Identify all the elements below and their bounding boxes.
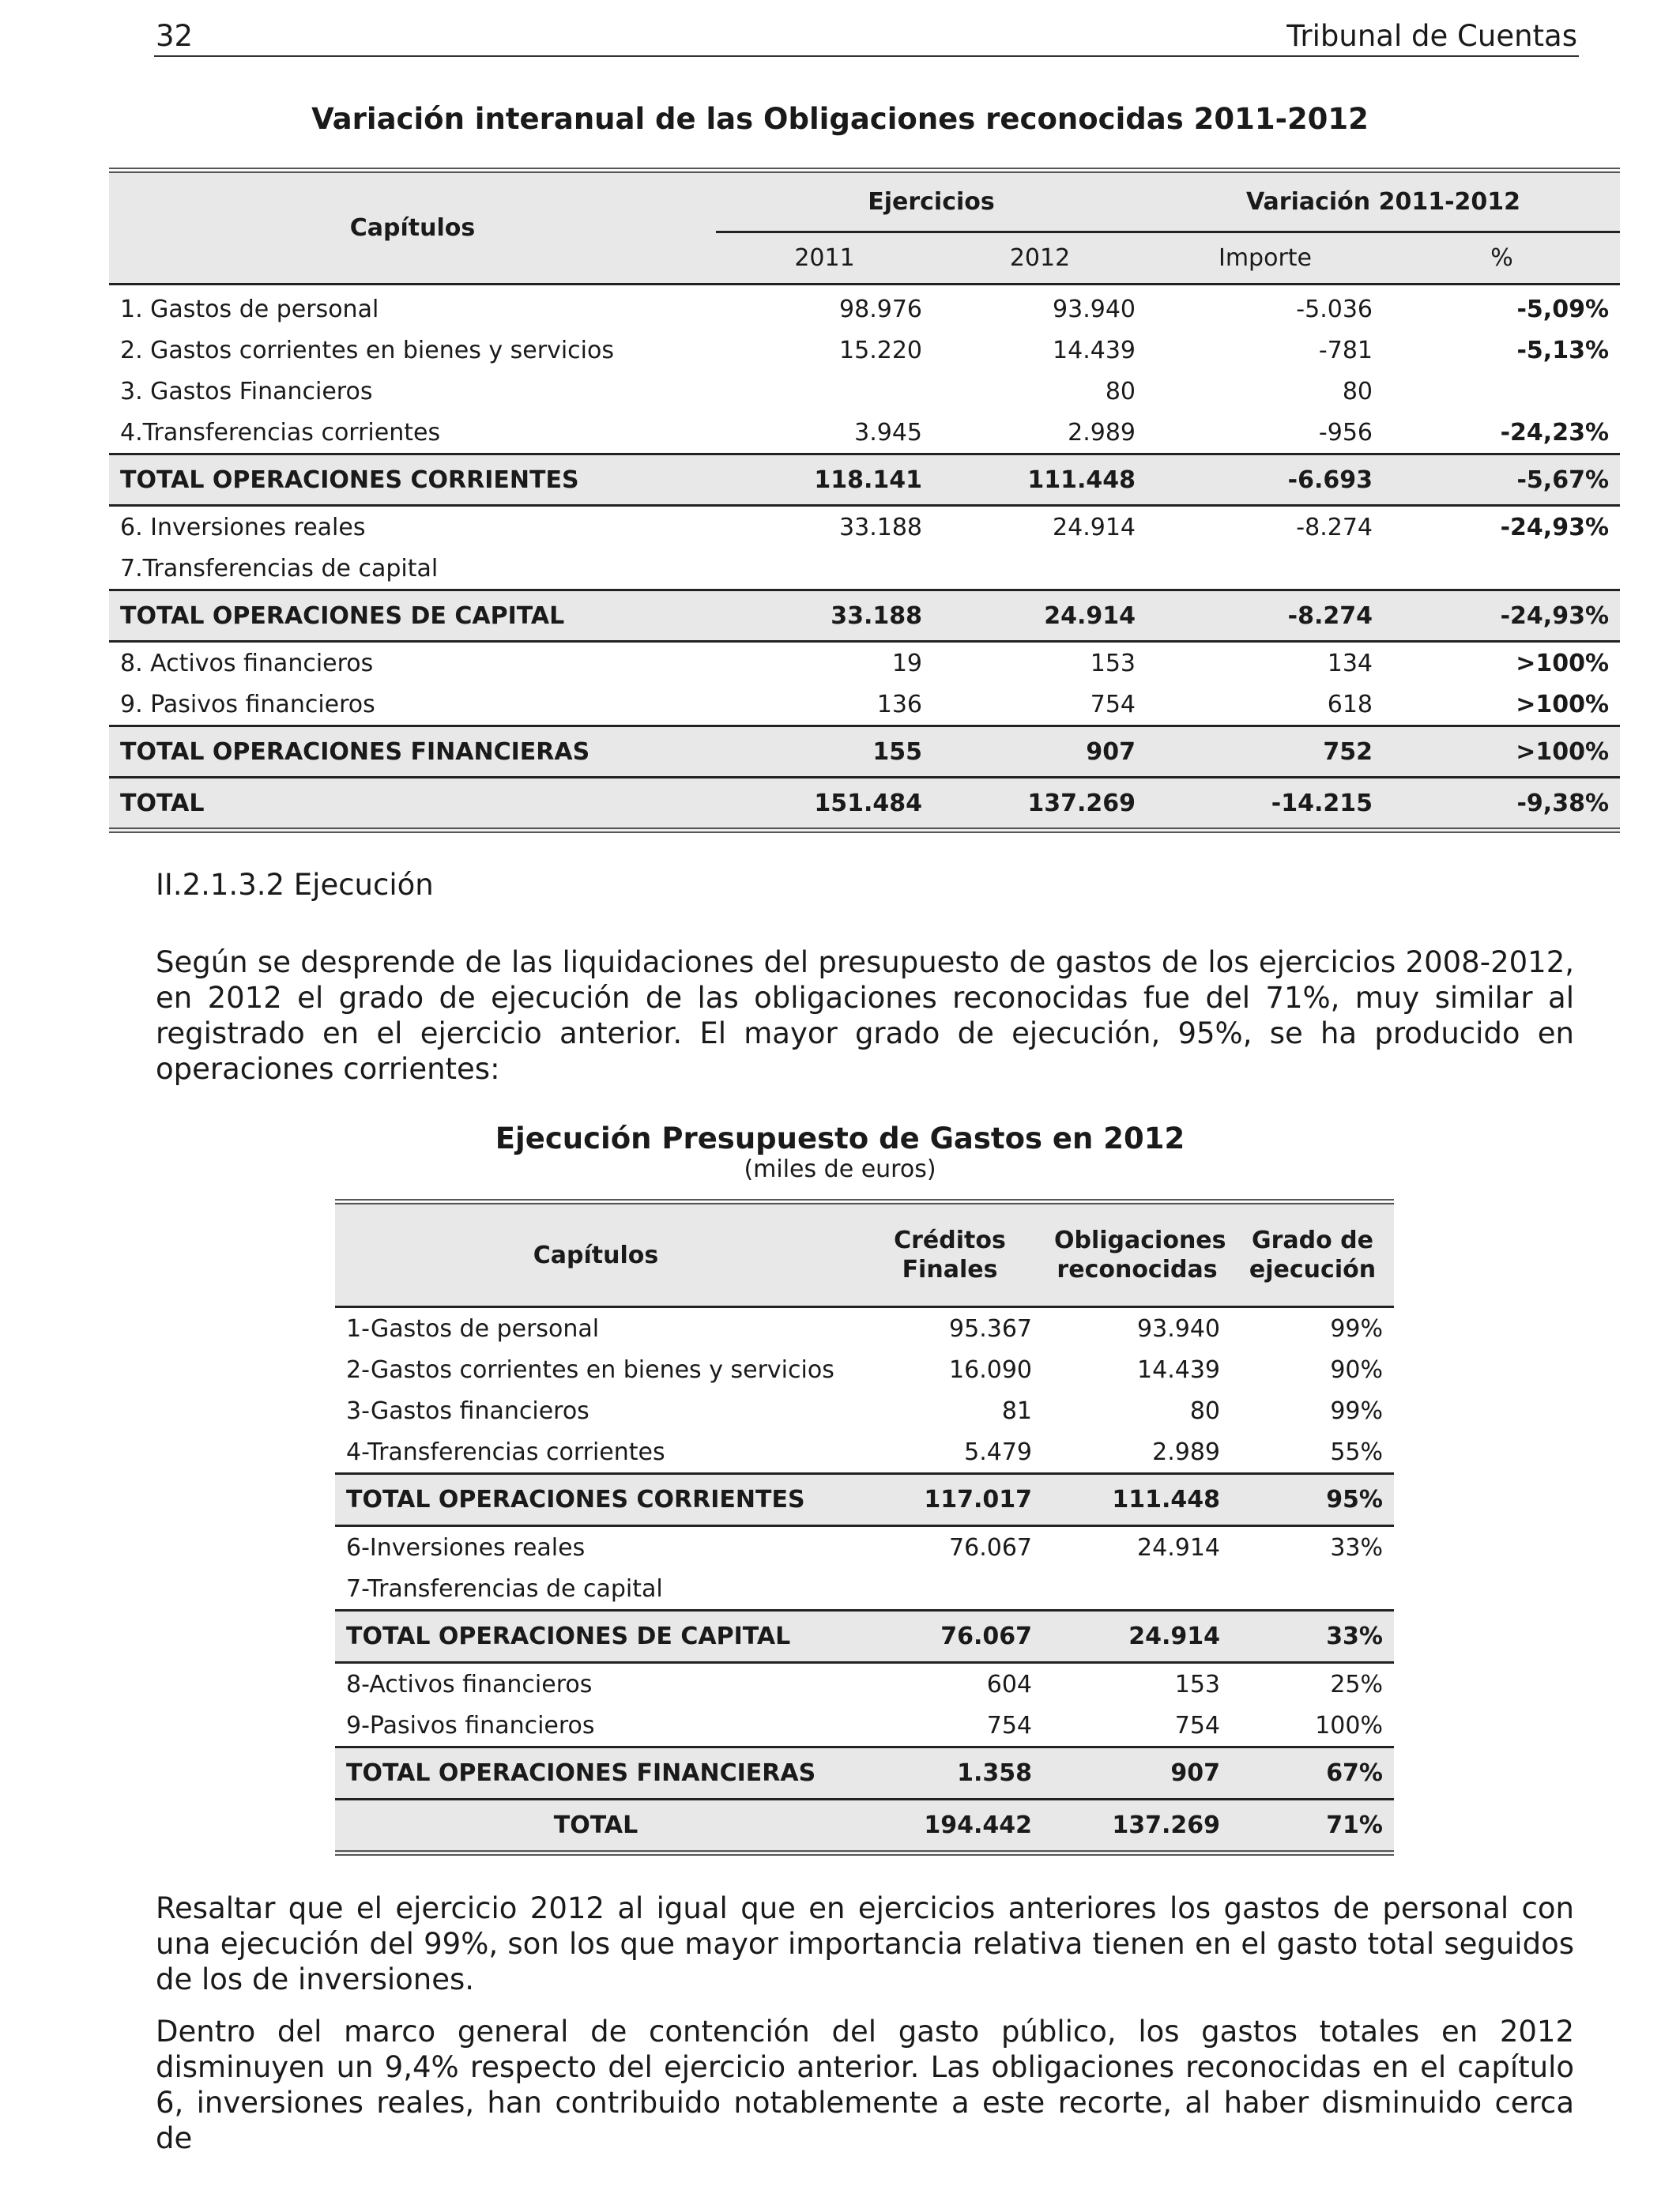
table-row bbox=[335, 1705, 1394, 1747]
value-2012: 754 bbox=[1090, 690, 1136, 718]
value-2011 bbox=[716, 548, 933, 590]
table-row bbox=[335, 1307, 1394, 1350]
table-row bbox=[335, 1349, 1394, 1390]
t1-header-pct: % bbox=[1384, 232, 1620, 285]
value-2011: 3.945 bbox=[854, 418, 922, 447]
total-row bbox=[109, 590, 1620, 642]
value-grado: 25% bbox=[1330, 1670, 1383, 1698]
value-2011: 98.976 bbox=[839, 295, 922, 323]
value-creditos: 76.067 bbox=[857, 1611, 1043, 1663]
value-creditos: 81 bbox=[1001, 1397, 1032, 1425]
value-creditos: 5.479 bbox=[964, 1438, 1032, 1466]
table2-subtitle: (miles de euros) bbox=[744, 1155, 936, 1183]
value-2011: 151.484 bbox=[716, 778, 933, 831]
section-heading: II.2.1.3.2 Ejecución bbox=[156, 868, 434, 902]
row-label: 4.Transferencias corrientes bbox=[120, 418, 441, 447]
value-creditos: 16.090 bbox=[949, 1355, 1032, 1384]
page-number: 32 bbox=[156, 19, 194, 53]
value-2012: 111.448 bbox=[933, 454, 1147, 506]
row-label: 3-Gastos financieros bbox=[346, 1397, 590, 1425]
table-row bbox=[109, 642, 1620, 684]
row-label: TOTAL OPERACIONES FINANCIERAS bbox=[109, 726, 716, 778]
value-grado: 99% bbox=[1330, 1397, 1383, 1425]
value-2011: 136 bbox=[876, 690, 922, 718]
t1-header-capitulos: Capítulos bbox=[109, 171, 716, 285]
row-label: TOTAL OPERACIONES DE CAPITAL bbox=[335, 1611, 857, 1663]
value-creditos: 117.017 bbox=[857, 1474, 1043, 1526]
t1-header-2011: 2011 bbox=[716, 232, 933, 285]
value-pct: >100% bbox=[1516, 690, 1610, 718]
total-row bbox=[335, 1747, 1394, 1800]
value-pct: -5,09% bbox=[1516, 295, 1610, 323]
grand-total-row bbox=[335, 1800, 1394, 1853]
value-pct: -5,13% bbox=[1516, 336, 1610, 364]
row-label: 8. Activos financieros bbox=[120, 649, 374, 677]
table-row bbox=[335, 1568, 1394, 1611]
total-row bbox=[109, 726, 1620, 778]
value-importe: 618 bbox=[1327, 690, 1373, 718]
row-label: 6-Inversiones reales bbox=[346, 1533, 586, 1562]
value-obligaciones bbox=[1043, 1568, 1231, 1611]
t1-header-variacion: Variación 2011-2012 bbox=[1147, 171, 1620, 232]
value-creditos: 604 bbox=[986, 1670, 1032, 1698]
value-2012: 80 bbox=[1105, 377, 1136, 405]
value-creditos: 95.367 bbox=[949, 1314, 1032, 1343]
t1-header-2012: 2012 bbox=[933, 232, 1147, 285]
value-obligaciones: 2.989 bbox=[1152, 1438, 1220, 1466]
page-header bbox=[154, 17, 1579, 57]
value-2012: 2.989 bbox=[1068, 418, 1136, 447]
table-row bbox=[109, 412, 1620, 454]
value-obligaciones: 111.448 bbox=[1043, 1474, 1231, 1526]
table-row bbox=[335, 1663, 1394, 1706]
value-2011: 19 bbox=[891, 649, 922, 677]
value-grado: 33% bbox=[1330, 1533, 1383, 1562]
total-row bbox=[335, 1474, 1394, 1526]
row-label: 7-Transferencias de capital bbox=[346, 1574, 663, 1603]
value-importe: -8.274 bbox=[1147, 590, 1384, 642]
table-row bbox=[109, 548, 1620, 590]
value-2012: 907 bbox=[933, 726, 1147, 778]
row-label: TOTAL OPERACIONES CORRIENTES bbox=[335, 1474, 857, 1526]
row-label: 7.Transferencias de capital bbox=[120, 554, 439, 582]
value-pct bbox=[1384, 548, 1620, 590]
paragraph-2-text: Resaltar que el ejercicio 2012 al igual que en ejercicios anteriores los gastos de personal con una ejecución del 99%, son los que mayor importancia relativa tienen en el gasto total seguidos de los de inversiones. bbox=[156, 1891, 1574, 1996]
value-grado: 90% bbox=[1330, 1355, 1383, 1384]
value-pct bbox=[1384, 371, 1620, 412]
value-pct: -24,93% bbox=[1500, 513, 1610, 541]
paragraph-1 bbox=[156, 944, 1574, 1087]
value-grado bbox=[1231, 1568, 1394, 1611]
value-2012 bbox=[933, 548, 1147, 590]
row-label: 9-Pasivos financieros bbox=[346, 1711, 595, 1740]
paragraph-2 bbox=[156, 1891, 1574, 1997]
value-2011: 155 bbox=[716, 726, 933, 778]
row-label: TOTAL OPERACIONES FINANCIERAS bbox=[335, 1747, 857, 1800]
t2-header-capitulos: Capítulos bbox=[335, 1202, 857, 1307]
value-2012: 137.269 bbox=[933, 778, 1147, 831]
value-grado: 55% bbox=[1330, 1438, 1383, 1466]
publisher-name: Tribunal de Cuentas bbox=[1286, 19, 1577, 53]
row-label: 1. Gastos de personal bbox=[120, 295, 379, 323]
value-importe: -8.274 bbox=[1296, 513, 1373, 541]
value-pct: -5,67% bbox=[1384, 454, 1620, 506]
row-label: 8-Activos financieros bbox=[346, 1670, 593, 1698]
value-grado: 33% bbox=[1231, 1611, 1394, 1663]
paragraph-1-text: Según se desprende de las liquidaciones del presupuesto de gastos de los ejercicios 2008-2012, en 2012 el grado de ejecución de las obligaciones reconocidas fue del 71%, muy similar al registrado en el ejercicio anterior. El mayor grado de ejecución, 95%, se ha producido en operaciones corrientes: bbox=[156, 945, 1574, 1086]
value-obligaciones: 93.940 bbox=[1137, 1314, 1220, 1343]
paragraph-3 bbox=[156, 2014, 1574, 2156]
value-pct: -24,23% bbox=[1500, 418, 1610, 447]
value-importe bbox=[1147, 548, 1384, 590]
t2-header-grado: Grado de ejecución bbox=[1231, 1202, 1394, 1307]
table-row bbox=[335, 1390, 1394, 1431]
table-row bbox=[109, 371, 1620, 412]
value-obligaciones: 14.439 bbox=[1137, 1355, 1220, 1384]
row-label: TOTAL OPERACIONES CORRIENTES bbox=[109, 454, 716, 506]
table-row bbox=[109, 684, 1620, 726]
row-label: 2. Gastos corrientes en bienes y servicios bbox=[120, 336, 614, 364]
value-2011: 118.141 bbox=[716, 454, 933, 506]
value-2011: 33.188 bbox=[839, 513, 922, 541]
value-2012: 24.914 bbox=[933, 590, 1147, 642]
row-label: 1-Gastos de personal bbox=[346, 1314, 600, 1343]
value-importe: -5.036 bbox=[1296, 295, 1373, 323]
value-importe: 80 bbox=[1342, 377, 1373, 405]
value-obligaciones: 754 bbox=[1174, 1711, 1220, 1740]
value-importe: 752 bbox=[1147, 726, 1384, 778]
table-row bbox=[109, 506, 1620, 548]
total-row bbox=[109, 454, 1620, 506]
t2-header-obligaciones: Obligaciones reconocidas bbox=[1043, 1202, 1231, 1307]
t1-header-ejercicios: Ejercicios bbox=[716, 171, 1147, 232]
value-grado: 99% bbox=[1330, 1314, 1383, 1343]
value-pct: >100% bbox=[1516, 649, 1610, 677]
total-row bbox=[335, 1611, 1394, 1663]
row-label: TOTAL bbox=[335, 1800, 857, 1853]
t1-header-importe: Importe bbox=[1147, 232, 1384, 285]
value-grado: 95% bbox=[1231, 1474, 1394, 1526]
value-creditos: 194.442 bbox=[857, 1800, 1043, 1853]
row-label: 9. Pasivos financieros bbox=[120, 690, 375, 718]
value-obligaciones: 153 bbox=[1174, 1670, 1220, 1698]
value-obligaciones: 907 bbox=[1043, 1747, 1231, 1800]
value-pct: -9,38% bbox=[1384, 778, 1620, 831]
row-label: 4-Transferencias corrientes bbox=[346, 1438, 665, 1466]
value-creditos bbox=[857, 1568, 1043, 1611]
value-2012: 24.914 bbox=[1053, 513, 1136, 541]
value-importe: -781 bbox=[1318, 336, 1373, 364]
table-row bbox=[109, 285, 1620, 330]
value-2012: 93.940 bbox=[1053, 295, 1136, 323]
row-label: 6. Inversiones reales bbox=[120, 513, 366, 541]
value-obligaciones: 80 bbox=[1189, 1397, 1220, 1425]
value-grado: 71% bbox=[1231, 1800, 1394, 1853]
value-pct: -24,93% bbox=[1384, 590, 1620, 642]
value-pct: >100% bbox=[1384, 726, 1620, 778]
grand-total-row bbox=[109, 778, 1620, 831]
value-creditos: 76.067 bbox=[949, 1533, 1032, 1562]
table-row bbox=[109, 330, 1620, 371]
value-obligaciones: 24.914 bbox=[1137, 1533, 1220, 1562]
value-2011 bbox=[716, 371, 933, 412]
value-2012: 153 bbox=[1090, 649, 1136, 677]
value-grado: 67% bbox=[1231, 1747, 1394, 1800]
row-label: TOTAL OPERACIONES DE CAPITAL bbox=[109, 590, 716, 642]
value-2012: 14.439 bbox=[1053, 336, 1136, 364]
table-row bbox=[335, 1526, 1394, 1569]
value-importe: -6.693 bbox=[1147, 454, 1384, 506]
table2-title: Ejecución Presupuesto de Gastos en 2012 bbox=[495, 1122, 1185, 1155]
value-2011: 15.220 bbox=[839, 336, 922, 364]
value-obligaciones: 137.269 bbox=[1043, 1800, 1231, 1853]
t2-header-creditos: Créditos Finales bbox=[857, 1202, 1043, 1307]
table1-title: Variación interanual de las Obligaciones reconocidas 2011-2012 bbox=[311, 102, 1369, 136]
execution-table bbox=[335, 1199, 1394, 1856]
row-label: TOTAL bbox=[109, 778, 716, 831]
table-row bbox=[335, 1431, 1394, 1474]
value-importe: 134 bbox=[1327, 649, 1373, 677]
variation-table bbox=[109, 168, 1620, 833]
value-2011: 33.188 bbox=[716, 590, 933, 642]
row-label: 2-Gastos corrientes en bienes y servicios bbox=[346, 1355, 834, 1384]
value-importe: -14.215 bbox=[1147, 778, 1384, 831]
value-importe: -956 bbox=[1318, 418, 1373, 447]
value-grado: 100% bbox=[1315, 1711, 1383, 1740]
value-creditos: 1.358 bbox=[857, 1747, 1043, 1800]
row-label: 3. Gastos Financieros bbox=[120, 377, 373, 405]
paragraph-3-text: Dentro del marco general de contención del gasto público, los gastos totales en 2012 disminuyen un 9,4% respecto del ejercicio anterior. Las obligaciones reconocidas en el capítulo 6, inversiones reales, han contribuido notablemente a este recorte, al haber disminuido cerca de bbox=[156, 2015, 1574, 2155]
value-creditos: 754 bbox=[986, 1711, 1032, 1740]
value-obligaciones: 24.914 bbox=[1043, 1611, 1231, 1663]
